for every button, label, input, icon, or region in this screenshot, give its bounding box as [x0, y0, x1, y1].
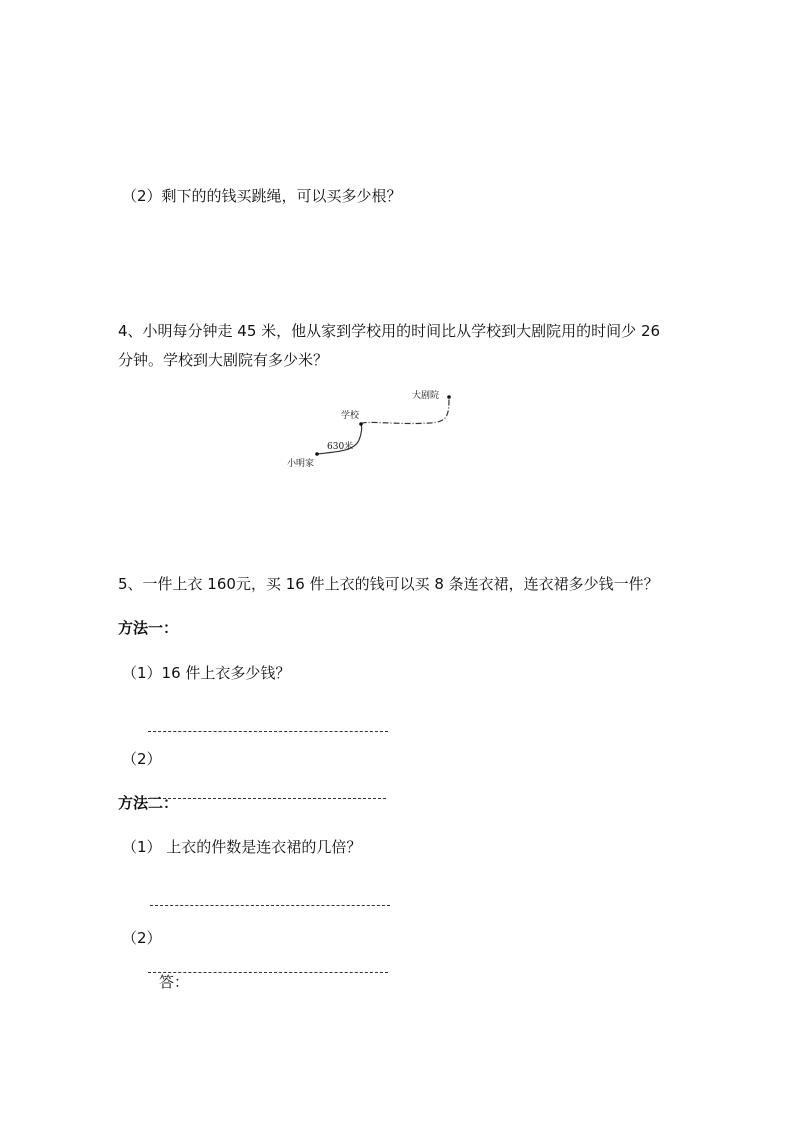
home-label: 小明家 — [287, 459, 315, 469]
answer-line[interactable] — [150, 905, 390, 906]
method-2-step-1: （1） 上衣的件数是连衣裙的几倍？ — [122, 838, 362, 856]
theater-point — [447, 395, 451, 399]
method-1-step-1: （1）16 件上衣多少钱？ — [122, 664, 291, 682]
school-point — [359, 422, 363, 426]
method-2-step-2: （2） — [122, 929, 162, 947]
school-label: 学校 — [341, 411, 360, 421]
distance-label: 630米 — [327, 442, 354, 452]
answer-line[interactable] — [148, 731, 388, 732]
theater-label: 大剧院 — [412, 391, 440, 401]
method-2-title: 方法二： — [118, 794, 179, 812]
answer-label: 答： — [159, 973, 190, 991]
question-4-line-2: 分钟。学校到大剧院有多少米？ — [118, 351, 329, 369]
method-1-title: 方法一： — [118, 619, 179, 637]
home-point — [315, 452, 319, 456]
method-1-step-2: （2） — [122, 750, 162, 768]
route-school-to-theater — [361, 397, 449, 424]
question-5: 5、一件上衣 160元，买 16 件上衣的钱可以买 8 条连衣裙，连衣裙多少钱一件？ — [118, 575, 659, 593]
answer-line[interactable] — [148, 798, 386, 799]
question-4-line-1: 4、小明每分钟走 45 米，他从家到学校用的时间比从学校到大剧院用的时间少 26 — [118, 322, 661, 340]
question-3-part-2: （2）剩下的的钱买跳绳，可以买多少根？ — [122, 187, 402, 205]
